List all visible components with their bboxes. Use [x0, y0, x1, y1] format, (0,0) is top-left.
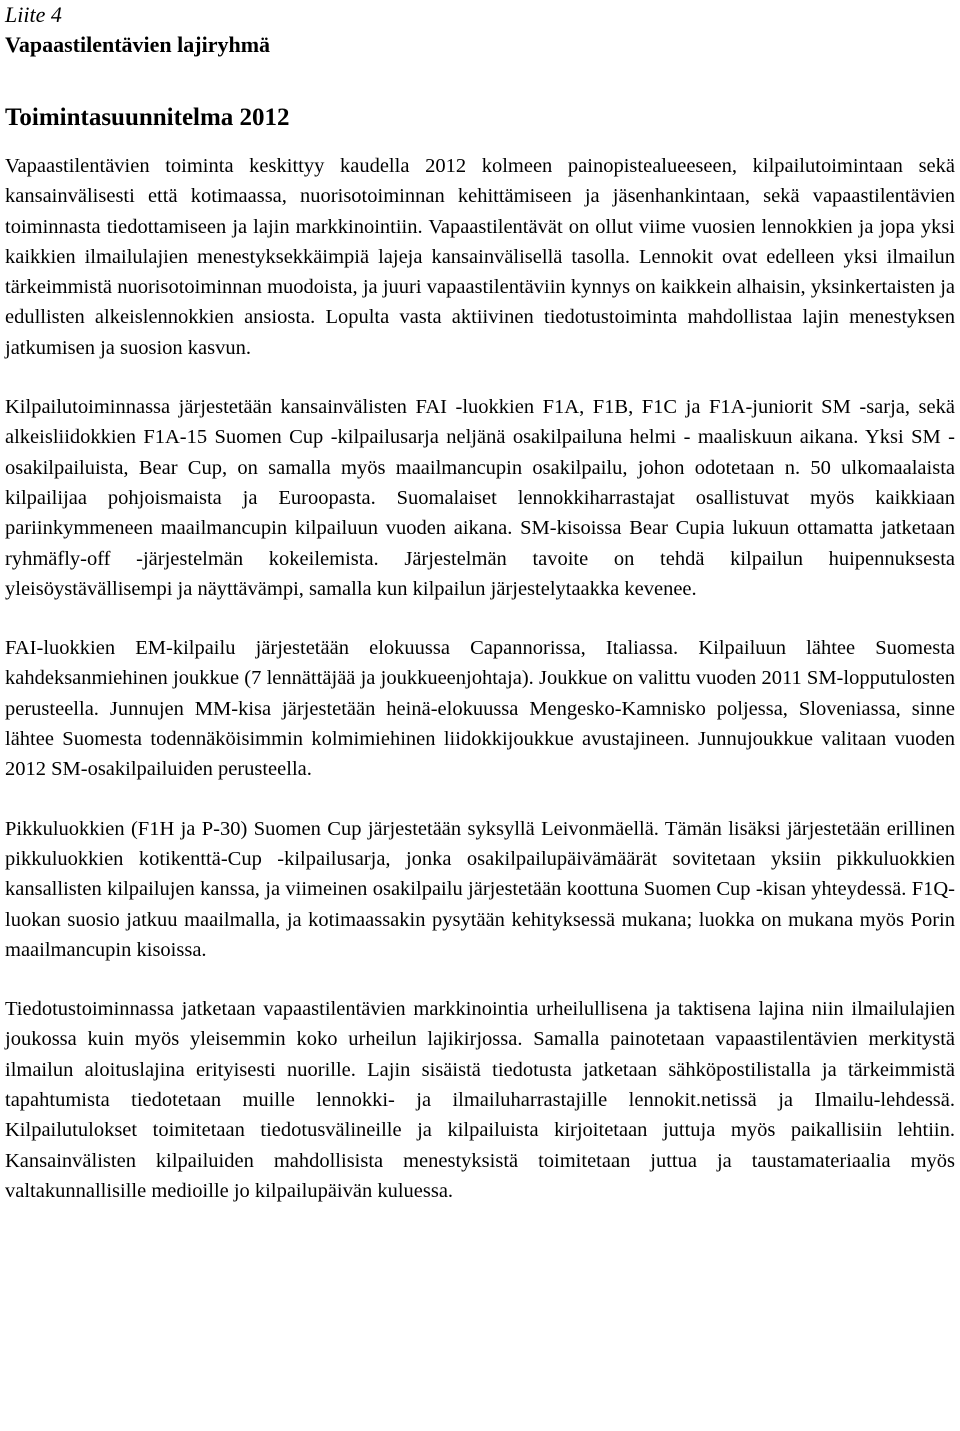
paragraph-championships: FAI-luokkien EM-kilpailu järjestetään elokuussa Capannorissa, Italiassa. Kilpailuun lähtee Suomesta kahdeksanmiehinen joukkue (7 lennättäjää ja joukkueenjohtaja). Joukkue on valittu vuoden 2011 SM-lopputulosten perusteella. Junnujen MM-kisa järjestetään heinä-elokuussa Mengesko-Kamnisko poljessa, Sloveniassa, sinne lähtee Suomesta todennäköisimmin kolmimiehinen liidokkijoukkue avustajineen. Junnujoukkue valitaan vuoden 2012 SM-osakilpailuiden perusteella. — [5, 637, 955, 781]
page-title: Toimintasuunnitelma 2012 — [5, 104, 290, 131]
paragraph-overview: Vapaastilentävien toiminta keskittyy kaudella 2012 kolmeen painopistealueeseen, kilpailutoimintaan sekä kansainvälisesti että kotimaassa, nuorisotoiminnan kehittämiseen ja jäsenhankintaan, sekä vapaastilentävien toiminnasta tiedottamiseen ja lajin markkinointiin. Vapaastilentävät on ollut viime vuosien lennokkien ja jopa yksi kaikkien ilmailulajien menestyksekkäimpiä lajeja kansainvälisellä tasolla. Lennokit ovat edelleen yksi ilmailun tärkeimmistä nuorisotoiminnan muodoista, ja juuri vapaastilentäviin kynnys on kaikkein alhaisin, yksinkertaisten ja edullisten alkeislennokkien ansiosta. Lopulta vasta aktiivinen tiedotustoiminta mahdollistaa lajin menestyksen jatkumisen ja suosion kasvun. — [5, 155, 955, 359]
appendix-label: Liite 4 — [5, 2, 62, 27]
document-page — [5, 0, 955, 1206]
group-heading: Vapaastilentävien lajiryhmä — [5, 32, 271, 57]
paragraph-communication: Tiedotustoiminnassa jatketaan vapaastilentävien markkinointia urheilullisena ja taktisena lajina niin ilmailulajien joukossa kuin myös yleisemmin koko urheilun lajikirjossa. Samalla painotetaan vapaastilentävien merkitystä ilmailun aloituslajina erityisesti nuorille. Lajin sisäistä tiedotusta jatketaan sähköpostilistalla ja tärkeimmistä tapahtumista tiedotetaan muille lennokki- ja ilmailuharrastajille lennokit.netissä ja Ilmailu-lehdessä. Kilpailutulokset toimitetaan tiedotusvälineille ja kilpailuista kirjoitetaan juttuja myös paikallisiin lehtiin. Kansainvälisten kilpailuiden mahdollisista menestyksistä toimitetaan juttua ja taustamateriaalia myös valtakunnallisille medioille jo kilpailupäivän kuluessa. — [5, 998, 955, 1202]
paragraph-competitions: Kilpailutoiminnassa järjestetään kansainvälisten FAI -luokkien F1A, F1B, F1C ja F1A-juniorit SM -sarja, sekä alkeisliidokkien F1A-15 Suomen Cup -kilpailusarja neljänä osakilpailuna helmi - maaliskuun aikana. Yksi SM -osakilpailuista, Bear Cup, on samalla myös maailmancupin osakilpailu, johon odotetaan n. 50 ulkomaalaista kilpailijaa pohjoismaista ja Euroopasta. Suomalaiset lennokkiharrastajat osallistuvat myös kaikkiaan pariinkymmeneen maailmancupin kilpailuun vuoden aikana. SM-kisoissa Bear Cupia lukuun ottamatta jatketaan ryhmäfly-off -järjestelmän kokeilemista. Järjestelmän tavoite on tehdä kilpailun huipennuksesta yleisöystävällisempi ja näyttävämpi, samalla kun kilpailun järjestelytaakka kevenee. — [5, 396, 955, 600]
paragraph-small-classes: Pikkuluokkien (F1H ja P-30) Suomen Cup järjestetään syksyllä Leivonmäellä. Tämän lisäksi järjestetään erillinen pikkuluokkien kotikenttä-Cup -kilpailusarja, jonka osakilpailupäivämäärät sovitetaan yksiin pikkuluokkien kansallisten kilpailujen kanssa, ja viimeinen osakilpailu järjestetään koottuna Suomen Cup -kisan yhteydessä. F1Q-luokan suosio jatkuu maailmalla, ja kotimaassakin pysytään kehityksessä mukana; luokka on mukana myös Porin maailmancupin kisoissa. — [5, 817, 955, 961]
